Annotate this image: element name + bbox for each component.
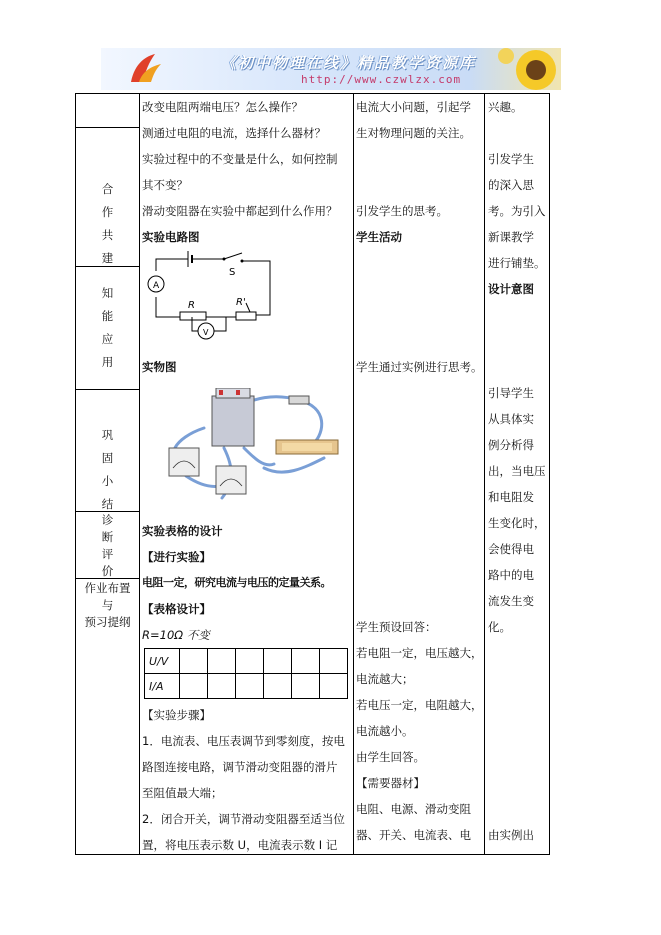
intent-text: 和电阻发 — [488, 490, 534, 504]
step-1-line-3: 至阻值最大端； — [142, 786, 223, 800]
design-intent-heading: 设计意图 — [488, 282, 534, 296]
intent-text: 的深入思 — [488, 178, 534, 192]
intent-text: 例分析得 — [488, 438, 534, 452]
photo-title: 实物图 — [142, 360, 177, 374]
intent-text: 进行铺垫。 — [488, 256, 546, 270]
banner-url: http://www.czwlzx.com — [301, 73, 462, 86]
student-text: 电流大小问题，引起学 — [356, 100, 471, 114]
student-text: 学生预设回答： — [356, 620, 437, 634]
step-2-line-2: 置，将电压表示数 U，电流表示数 I 记 — [142, 838, 338, 852]
student-text: 生对物理问题的关注。 — [356, 126, 471, 140]
question-constant-cont: 其不变？ — [142, 178, 188, 192]
ammeter-label: A — [153, 281, 160, 291]
intent-text: 化。 — [488, 620, 511, 634]
header-banner — [101, 48, 561, 90]
lesson-table — [75, 93, 550, 855]
intent-text: 生变化时， — [488, 516, 546, 530]
student-text: 电流越小。 — [356, 724, 414, 738]
intent-text: 出，当电压 — [488, 464, 546, 478]
intent-text: 路中的电 — [488, 568, 534, 582]
section-cooperation: 合 作 共 建 — [101, 182, 114, 265]
experiment-goal: 电阻一定，研究电流与电压的定量关系。 — [142, 576, 331, 589]
resistor-label: R — [188, 300, 195, 311]
question-rheostat: 滑动变阻器在实验中都起到什么作用？ — [142, 204, 338, 218]
step-2-line-1: 2．闭合开关，调节滑动变阻器至适当位 — [142, 812, 345, 826]
student-text: 器、开关、电流表、电 — [356, 828, 471, 842]
sunflower-icon — [491, 48, 561, 90]
table-row — [145, 649, 348, 674]
intent-text: 考。为引入 — [488, 204, 546, 218]
voltmeter-label: V — [203, 328, 209, 337]
intent-text: 引导学生 — [488, 386, 534, 400]
logo-icon — [125, 52, 165, 86]
question-current: 测通过电阻的电流，选择什么器材？ — [142, 126, 326, 140]
intent-text: 流发生变 — [488, 594, 534, 608]
intent-text: 新课教学 — [488, 230, 534, 244]
equipment-heading: 【需要器材】 — [356, 776, 425, 790]
student-text: 若电阻一定，电压越大， — [356, 646, 483, 660]
student-text: 若电压一定，电阻越大， — [356, 698, 483, 712]
student-text: 电阻、电源、滑动变阻 — [356, 802, 471, 816]
table-row — [145, 674, 348, 699]
student-text: 学生通过实例进行思考。 — [356, 360, 483, 374]
row-header-voltage: U/V — [145, 649, 180, 674]
row-header-current: I/A — [145, 674, 180, 699]
table-design-label: 【表格设计】 — [142, 602, 211, 616]
banner-title: 《初中物理在线》精品教学资源库 — [221, 54, 477, 72]
intent-text: 由实例出 — [488, 828, 534, 842]
student-activity-heading: 学生活动 — [356, 230, 402, 244]
rheostat-label: R' — [236, 297, 246, 308]
steps-heading: 【实验步骤】 — [142, 708, 211, 722]
switch-label: S — [229, 267, 236, 278]
question-constant: 实验过程中的不变量是什么，如何控制 — [142, 152, 338, 166]
apparatus-photo — [164, 388, 354, 508]
circuit-diagram-title: 实验电路图 — [142, 230, 200, 244]
circuit-diagram — [142, 249, 272, 344]
intent-text: 从具体实 — [488, 412, 534, 426]
section-homework: 作业布置 与 预习提纲 — [84, 581, 131, 629]
resistance-constant: R=10Ω 不变 — [142, 628, 210, 642]
student-text: 由学生回答。 — [356, 750, 425, 764]
step-1-line-1: 1．电流表、电压表调节到零刻度，按电 — [142, 734, 345, 748]
student-text: 引发学生的思考。 — [356, 204, 448, 218]
section-summary: 巩 固 小 结 — [101, 428, 114, 511]
intent-text: 兴趣。 — [488, 100, 523, 114]
step-1-line-2: 路图连接电路，调节滑动变阻器的滑片 — [142, 760, 338, 774]
intent-text: 引发学生 — [488, 152, 534, 166]
student-text: 电流越大； — [356, 672, 414, 686]
data-table — [144, 648, 348, 699]
question-voltage: 改变电阻两端电压？怎么操作？ — [142, 100, 303, 114]
conduct-experiment-heading: 【进行实验】 — [142, 550, 211, 564]
table-design-heading: 实验表格的设计 — [142, 524, 223, 538]
intent-text: 会使得电 — [488, 542, 534, 556]
section-evaluation: 诊 断 评 价 — [101, 513, 114, 578]
section-application: 知 能 应 用 — [101, 286, 114, 369]
